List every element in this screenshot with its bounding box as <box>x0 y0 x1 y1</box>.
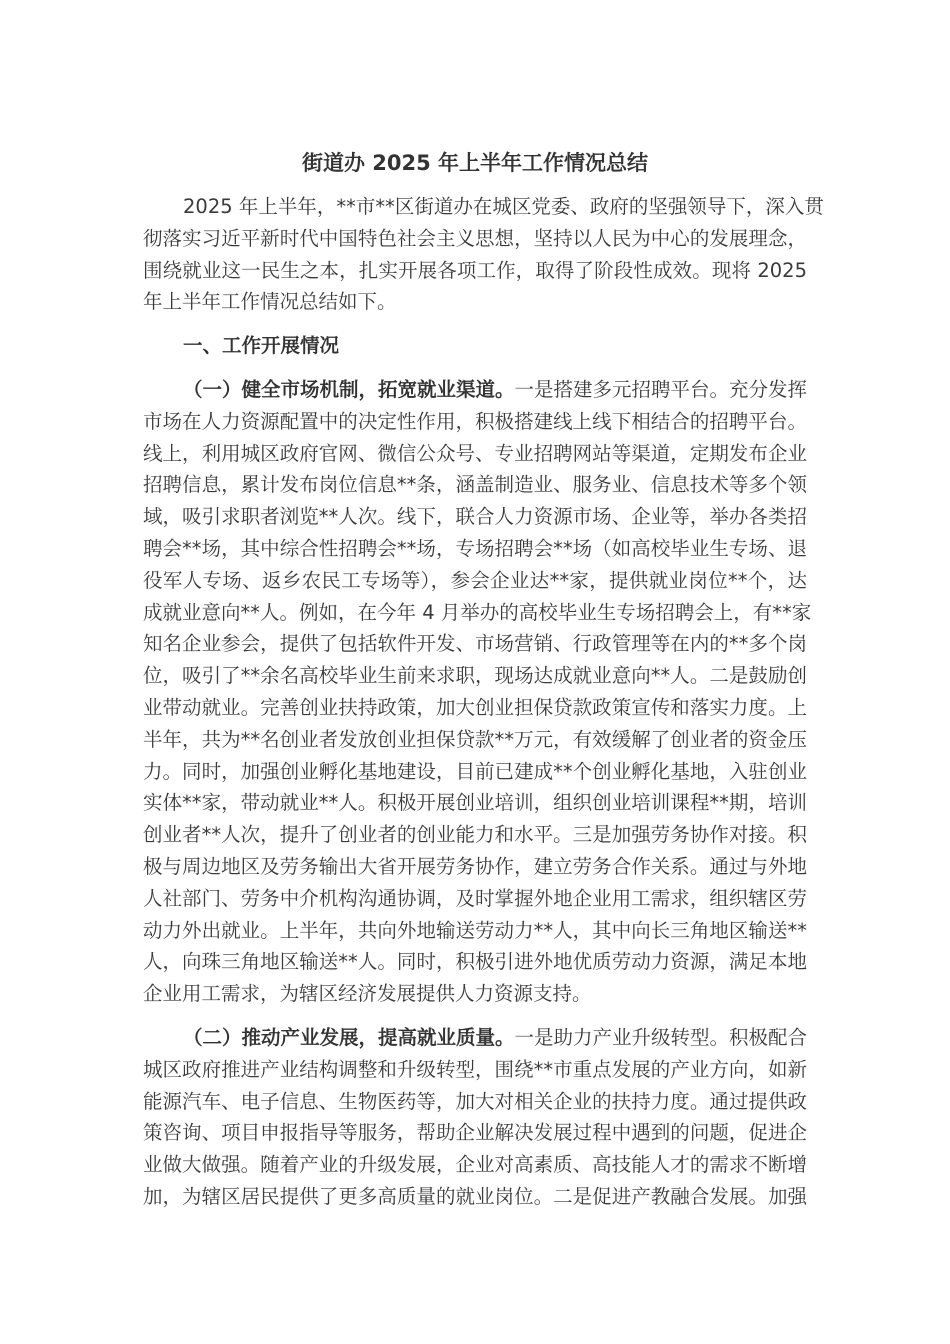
section-2-paragraph <box>143 1022 807 1213</box>
paragraph-line: 业带动就业。完善创业扶持政策，加大创业担保贷款政策宣传和落实力度。上 <box>143 695 807 719</box>
subsection-title: （一）健全市场机制，拓宽就业渠道。 <box>183 377 515 401</box>
paragraph-line: 半年，共为**名创业者发放创业担保贷款**万元，有效缓解了创业者的资金压 <box>143 727 807 751</box>
paragraph-line: 成就业意向**人。例如，在今年 4 月举办的高校毕业生专场招聘会上，有**家 <box>143 600 812 624</box>
paragraph-text: 一是搭建多元招聘平台。充分发挥 <box>514 377 808 401</box>
paragraph-line: 创业者**人次，提升了创业者的创业能力和水平。三是加强劳务协作对接。积 <box>143 823 807 847</box>
paragraph-line: 围绕就业这一民生之本，扎实开展各项工作，取得了阶段性成效。现将 2025 <box>143 258 807 282</box>
paragraph-line: 企业用工需求，为辖区经济发展提供人力资源支持。 <box>143 982 592 1006</box>
paragraph-line: 役军人专场、返乡农民工专场等），参会企业达**家，提供就业岗位**个，达 <box>143 568 807 592</box>
paragraph-line: 人，向珠三角地区输送**人。同时，积极引进外地优质劳动力资源，满足本地 <box>143 950 807 974</box>
paragraph-line: 业做大做强。随着产业的升级发展，企业对高素质、高技能人才的需求不断增 <box>143 1153 807 1177</box>
paragraph-line: 极与周边地区及劳务输出大省开展劳务协作，建立劳务合作关系。通过与外地 <box>143 854 807 878</box>
paragraph-line: 招聘信息，累计发布岗位信息**条，涵盖制造业、服务业、信息技术等多个领 <box>143 473 807 497</box>
paragraph-line: 力。同时，加强创业孵化基地建设，目前已建成**个创业孵化基地，入驻创业 <box>143 759 807 783</box>
document-page <box>143 147 824 1213</box>
paragraph-line: 彻落实习近平新时代中国特色社会主义思想，坚持以人民为中心的发展理念， <box>143 226 807 250</box>
paragraph-line: 聘会**场，其中综合性招聘会**场，专场招聘会**场（如高校毕业生专场、退 <box>143 536 807 560</box>
paragraph-line: 市场在人力资源配置中的决定性作用，积极搭建线上线下相结合的招聘平台。 <box>143 409 807 433</box>
paragraph-line: 动力外出就业。上半年，共向外地输送劳动力**人，其中向长三角地区输送** <box>143 918 807 942</box>
paragraph-line: 人社部门、劳务中介机构沟通协调，及时掌握外地企业用工需求，组织辖区劳 <box>143 886 807 910</box>
paragraph-line: 城区政府推进产业结构调整和升级转型，围绕**市重点发展的产业方向，如新 <box>143 1057 807 1081</box>
paragraph-text: 一是助力产业升级转型。积极配合 <box>514 1025 808 1049</box>
paragraph-line: 年上半年工作情况总结如下。 <box>143 290 397 314</box>
paragraph-line <box>143 1022 807 1054</box>
paragraph-line: 加，为辖区居民提供了更多高质量的就业岗位。二是促进产教融合发展。加强 <box>143 1184 807 1208</box>
section-heading: 一、工作开展情况 <box>183 334 340 358</box>
document-title: 街道办 2025 年上半年工作情况总结 <box>301 151 649 175</box>
paragraph-line: 域，吸引求职者浏览**人次。线下，联合人力资源市场、企业等，举办各类招 <box>143 505 807 529</box>
paragraph-line: 2025 年上半年，**市**区街道办在城区党委、政府的坚强领导下，深入贯 <box>183 195 824 218</box>
paragraph-line: 能源汽车、电子信息、生物医药等，加大对相关企业的扶持力度。通过提供政 <box>143 1089 807 1113</box>
subsection-title: （二）推动产业发展，提高就业质量。 <box>183 1025 515 1049</box>
paragraph-line: 策咨询、项目申报指导等服务，帮助企业解决发展过程中遇到的问题，促进企 <box>143 1121 807 1145</box>
paragraph-line: 位，吸引了**余名高校毕业生前来求职，现场达成就业意向**人。二是鼓励创 <box>143 664 807 688</box>
paragraph-line: 实体**家，带动就业**人。积极开展创业培训，组织创业培训课程**期，培训 <box>143 791 807 815</box>
intro-paragraph <box>143 191 824 318</box>
paragraph-line <box>143 374 807 406</box>
paragraph-line: 知名企业参会，提供了包括软件开发、市场营销、行政管理等在内的**多个岗 <box>143 632 807 656</box>
paragraph-line: 线上，利用城区政府官网、微信公众号、专业招聘网站等渠道，定期发布企业 <box>143 441 807 465</box>
section-1-paragraph <box>143 374 812 1010</box>
